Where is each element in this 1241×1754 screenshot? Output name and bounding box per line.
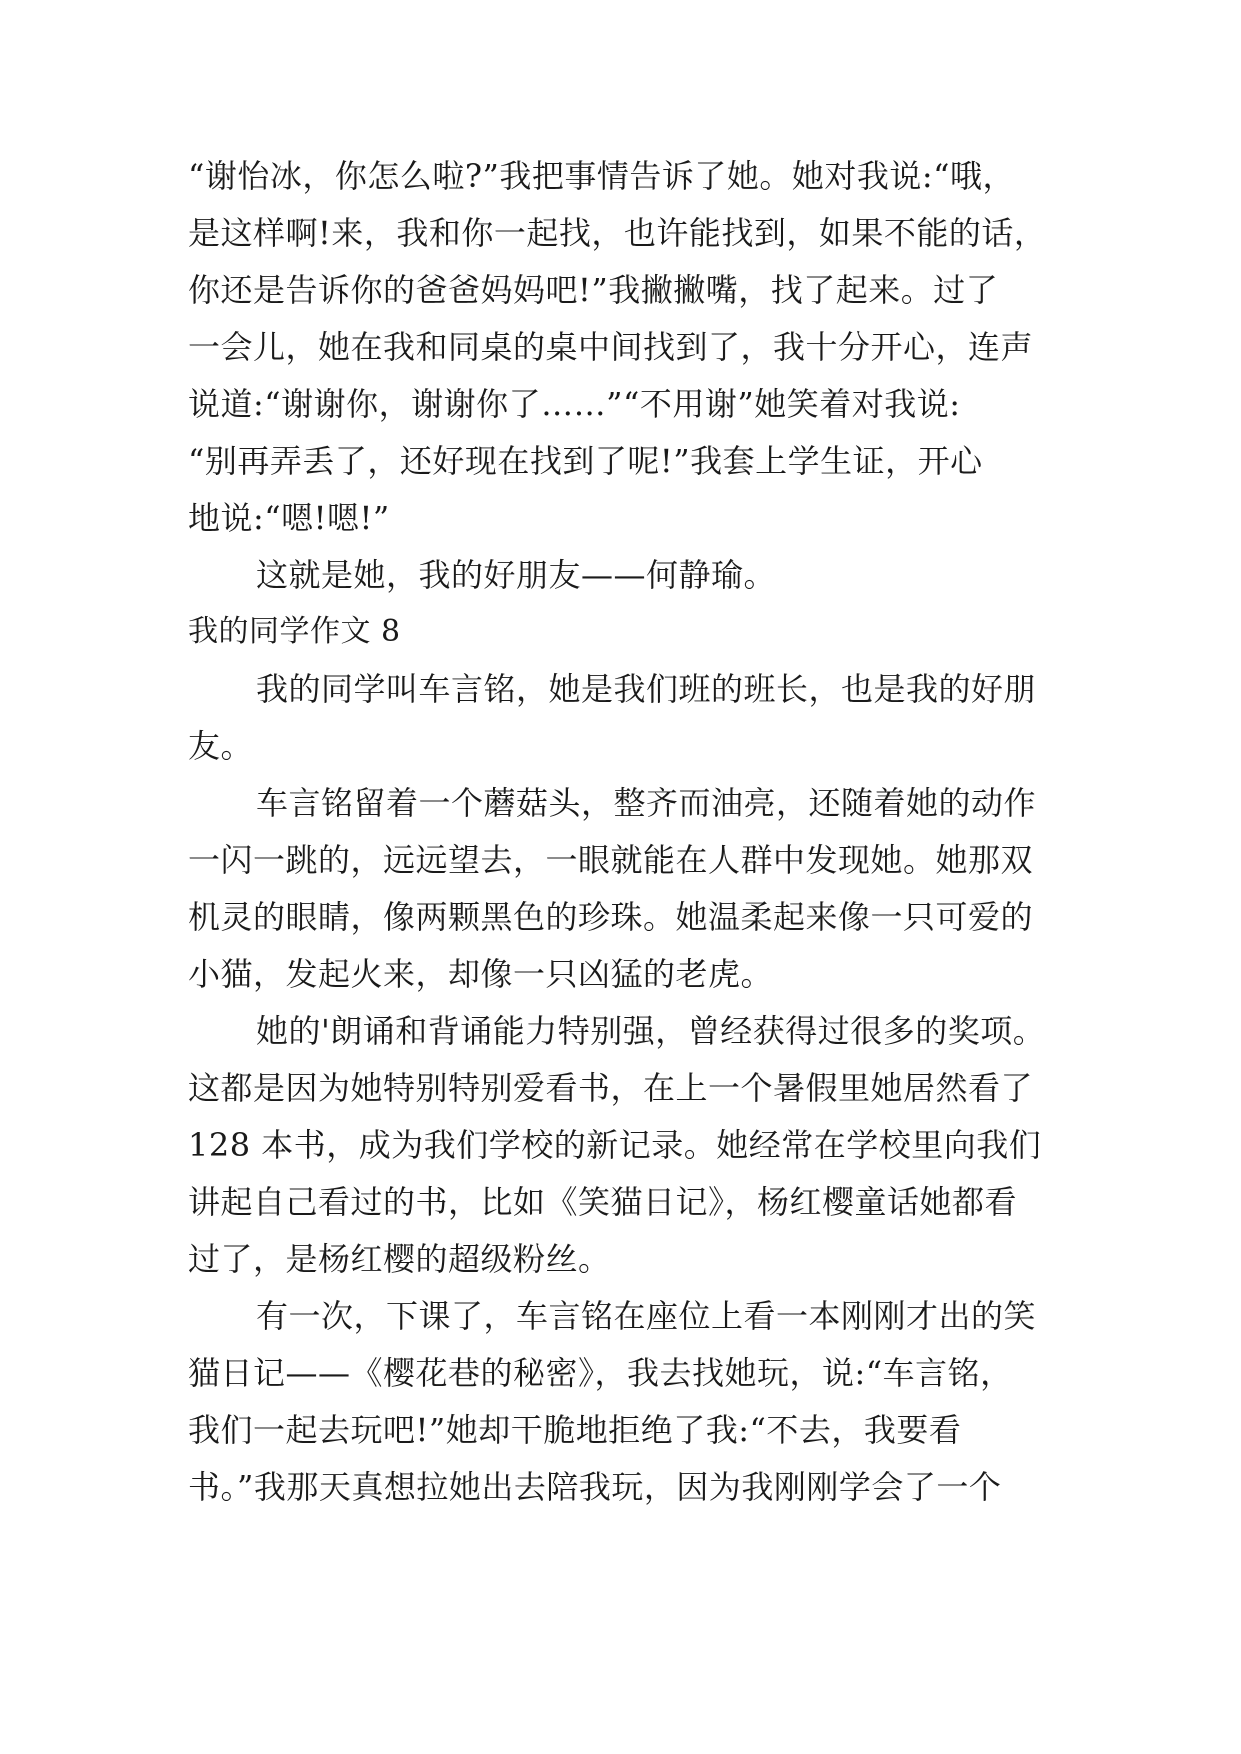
text-line: 书。”我那天真想拉她出去陪我玩，因为我刚刚学会了一个: [188, 1468, 1002, 1506]
text-line: 友。: [188, 727, 254, 765]
text-line: 过了，是杨红樱的超级粉丝。: [188, 1240, 611, 1278]
paragraph-first-line: 这就是她，我的好朋友——何静瑜。: [256, 556, 777, 594]
text-line: 讲起自己看过的书，比如《笑猫日记》，杨红樱童话她都看: [188, 1183, 1018, 1221]
text-line: 地说:“嗯!嗯!”: [188, 499, 390, 537]
paragraph-first-line: 车言铭留着一个蘑菇头，整齐而油亮，还随着她的动作: [256, 784, 1037, 822]
text-line: 小猫，发起火来，却像一只凶猛的老虎。: [188, 955, 774, 993]
text-line: “别再弄丢了，还好现在找到了呢!”我套上学生证，开心: [188, 442, 983, 480]
text-line: 一会儿，她在我和同桌的桌中间找到了，我十分开心，连声: [188, 328, 1034, 366]
text-line: 是这样啊!来，我和你一起找，也许能找到，如果不能的话，: [188, 214, 1047, 252]
text-line: 说道:“谢谢你，谢谢你了……”“不用谢”她笑着对我说:: [188, 385, 961, 423]
text-line: 我们一起去玩吧!”她却干脆地拒绝了我:“不去，我要看: [188, 1411, 962, 1449]
text-line: 这都是因为她特别特别爱看书，在上一个暑假里她居然看了: [188, 1069, 1034, 1107]
text-line: 你还是告诉你的爸爸妈妈吧!”我撇撇嘴，找了起来。过了: [188, 271, 999, 309]
paragraph-first-line: 有一次，下课了，车言铭在座位上看一本刚刚才出的笑: [256, 1297, 1037, 1335]
text-line: “谢怡冰，你怎么啦?”我把事情告诉了她。她对我说:“哦，: [188, 157, 1016, 195]
section-heading: 我的同学作文 8: [188, 614, 401, 649]
paragraph-first-line: 她的'朗诵和背诵能力特别强，曾经获得过很多的奖项。: [256, 1012, 1046, 1050]
paragraph-first-line: 我的同学叫车言铭，她是我们班的班长，也是我的好朋: [256, 670, 1037, 708]
text-line: 机灵的眼睛，像两颗黑色的珍珠。她温柔起来像一只可爱的: [188, 898, 1034, 936]
text-line: 128 本书，成为我们学校的新记录。她经常在学校里向我们: [188, 1126, 1042, 1164]
text-line: 猫日记——《樱花巷的秘密》，我去找她玩，说:“车言铭，: [188, 1354, 1013, 1392]
text-line: 一闪一跳的，远远望去，一眼就能在人群中发现她。她那双: [188, 841, 1034, 879]
